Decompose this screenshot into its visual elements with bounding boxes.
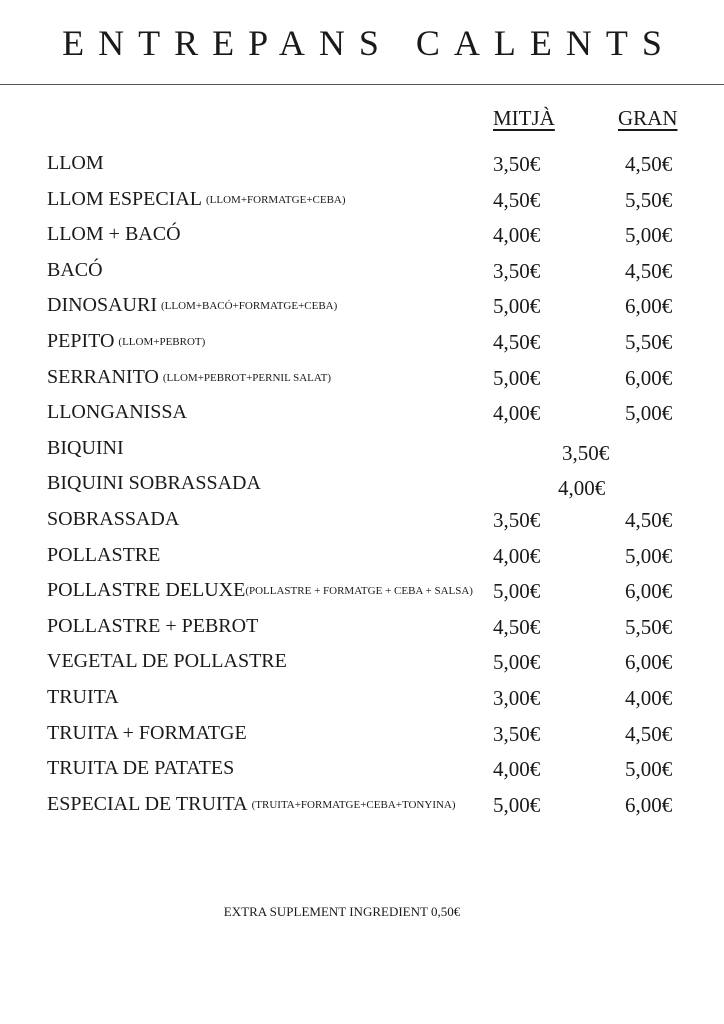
price-large: 4,50€ bbox=[625, 152, 673, 176]
menu-item bbox=[0, 682, 724, 718]
menu-item bbox=[0, 468, 724, 504]
price-large: 6,00€ bbox=[625, 792, 673, 817]
item-name: TRUITA DE PATATES bbox=[47, 757, 235, 780]
menu-item bbox=[0, 646, 724, 682]
item-note: (POLLASTRE + FORMATGE + CEBA + SALSA) bbox=[245, 585, 473, 598]
menu-item bbox=[0, 362, 724, 398]
price-large: 5,50€ bbox=[625, 187, 673, 212]
item-name: LLOM ESPECIAL (LLOM+FORMATGE+CEBA) bbox=[47, 187, 346, 210]
menu-item bbox=[0, 611, 724, 647]
price-large: 4,50€ bbox=[625, 508, 673, 532]
item-name: LLOM + BACÓ bbox=[47, 223, 181, 246]
item-name: POLLASTRE bbox=[47, 543, 161, 566]
item-name: LLOM bbox=[47, 152, 104, 174]
price-large: 6,00€ bbox=[625, 365, 673, 390]
menu-item bbox=[0, 504, 724, 540]
item-name: POLLASTRE DELUXE(POLLASTRE + FORMATGE + CEBA + SALSA) bbox=[47, 579, 473, 602]
item-name: BIQUINI SOBRASSADA bbox=[47, 472, 261, 495]
price-large: 4,50€ bbox=[625, 721, 673, 746]
extra-supplement-note: EXTRA SUPLEMENT INGREDIENT 0,50€ bbox=[223, 904, 461, 919]
column-header-medium: MITJÀ bbox=[493, 106, 555, 130]
price-medium: 3,50€ bbox=[493, 508, 541, 532]
item-name: ESPECIAL DE TRUITA (TRUITA+FORMATGE+CEBA+TONYINA) bbox=[47, 792, 456, 815]
price-single: 3,50€ bbox=[562, 440, 610, 465]
price-medium: 4,50€ bbox=[493, 187, 541, 212]
item-name: SERRANITO (LLOM+PEBROT+PERNIL SALAT) bbox=[47, 365, 332, 388]
menu-item bbox=[0, 255, 724, 291]
item-name: POLLASTRE + PEBROT bbox=[47, 614, 259, 637]
item-name: PEPITO (LLOM+PEBROT) bbox=[47, 330, 206, 352]
price-large: 4,50€ bbox=[625, 258, 673, 283]
item-note: (LLOM+BACÓ+FORMATGE+CEBA) bbox=[161, 300, 338, 313]
price-medium: 4,50€ bbox=[493, 330, 541, 354]
price-large: 5,00€ bbox=[625, 401, 673, 426]
price-medium: 4,50€ bbox=[493, 614, 541, 639]
item-name: TRUITA + FORMATGE bbox=[47, 721, 247, 744]
item-note: (TRUITA+FORMATGE+CEBA+TONYINA) bbox=[251, 798, 456, 811]
menu-item bbox=[0, 184, 724, 220]
price-medium: 3,50€ bbox=[493, 152, 541, 176]
price-large: 6,00€ bbox=[625, 579, 673, 604]
menu-item bbox=[0, 219, 724, 255]
menu-item bbox=[0, 290, 724, 326]
item-name: TRUITA bbox=[47, 686, 119, 708]
price-medium: 5,00€ bbox=[493, 650, 541, 675]
price-large: 5,00€ bbox=[625, 223, 673, 248]
item-note: (LLOM+FORMATGE+CEBA) bbox=[206, 193, 346, 206]
item-name: BACÓ bbox=[47, 258, 103, 281]
price-medium: 3,50€ bbox=[493, 721, 541, 746]
item-note: (LLOM+PEBROT+PERNIL SALAT) bbox=[162, 371, 332, 384]
price-medium: 4,00€ bbox=[493, 223, 541, 248]
menu-item bbox=[0, 789, 724, 825]
title-divider bbox=[0, 84, 724, 85]
item-name: VEGETAL DE POLLASTRE bbox=[47, 650, 287, 673]
price-large: 6,00€ bbox=[625, 650, 673, 675]
price-large: 4,00€ bbox=[625, 686, 673, 710]
menu-item bbox=[0, 753, 724, 789]
price-medium: 3,50€ bbox=[493, 258, 541, 283]
price-medium: 5,00€ bbox=[493, 792, 541, 817]
price-large: 5,00€ bbox=[625, 757, 673, 782]
price-medium: 3,00€ bbox=[493, 686, 541, 710]
menu-item bbox=[0, 433, 724, 469]
price-medium: 5,00€ bbox=[493, 294, 541, 319]
menu-title: ENTREPANS CALENTS bbox=[62, 23, 676, 63]
item-name: BIQUINI bbox=[47, 436, 124, 459]
price-medium: 5,00€ bbox=[493, 579, 541, 604]
price-large: 6,00€ bbox=[625, 294, 673, 319]
item-name: LLONGANISSA bbox=[47, 401, 187, 424]
menu-item bbox=[0, 397, 724, 433]
menu-item bbox=[0, 540, 724, 576]
price-medium: 4,00€ bbox=[493, 543, 541, 568]
price-large: 5,50€ bbox=[625, 614, 673, 639]
menu-item bbox=[0, 326, 724, 362]
item-note: (LLOM+PEBROT) bbox=[118, 336, 206, 348]
price-large: 5,00€ bbox=[625, 543, 673, 568]
price-medium: 4,00€ bbox=[493, 757, 541, 782]
price-single: 4,00€ bbox=[558, 476, 606, 501]
price-large: 5,50€ bbox=[625, 330, 673, 354]
item-name: SOBRASSADA bbox=[47, 508, 180, 530]
price-medium: 5,00€ bbox=[493, 365, 541, 390]
menu-item bbox=[0, 718, 724, 754]
column-header-large: GRAN bbox=[618, 106, 678, 130]
price-medium: 4,00€ bbox=[493, 401, 541, 426]
menu-item bbox=[0, 575, 724, 611]
menu-item bbox=[0, 148, 724, 184]
item-name: DINOSAURI (LLOM+BACÓ+FORMATGE+CEBA) bbox=[47, 294, 338, 317]
